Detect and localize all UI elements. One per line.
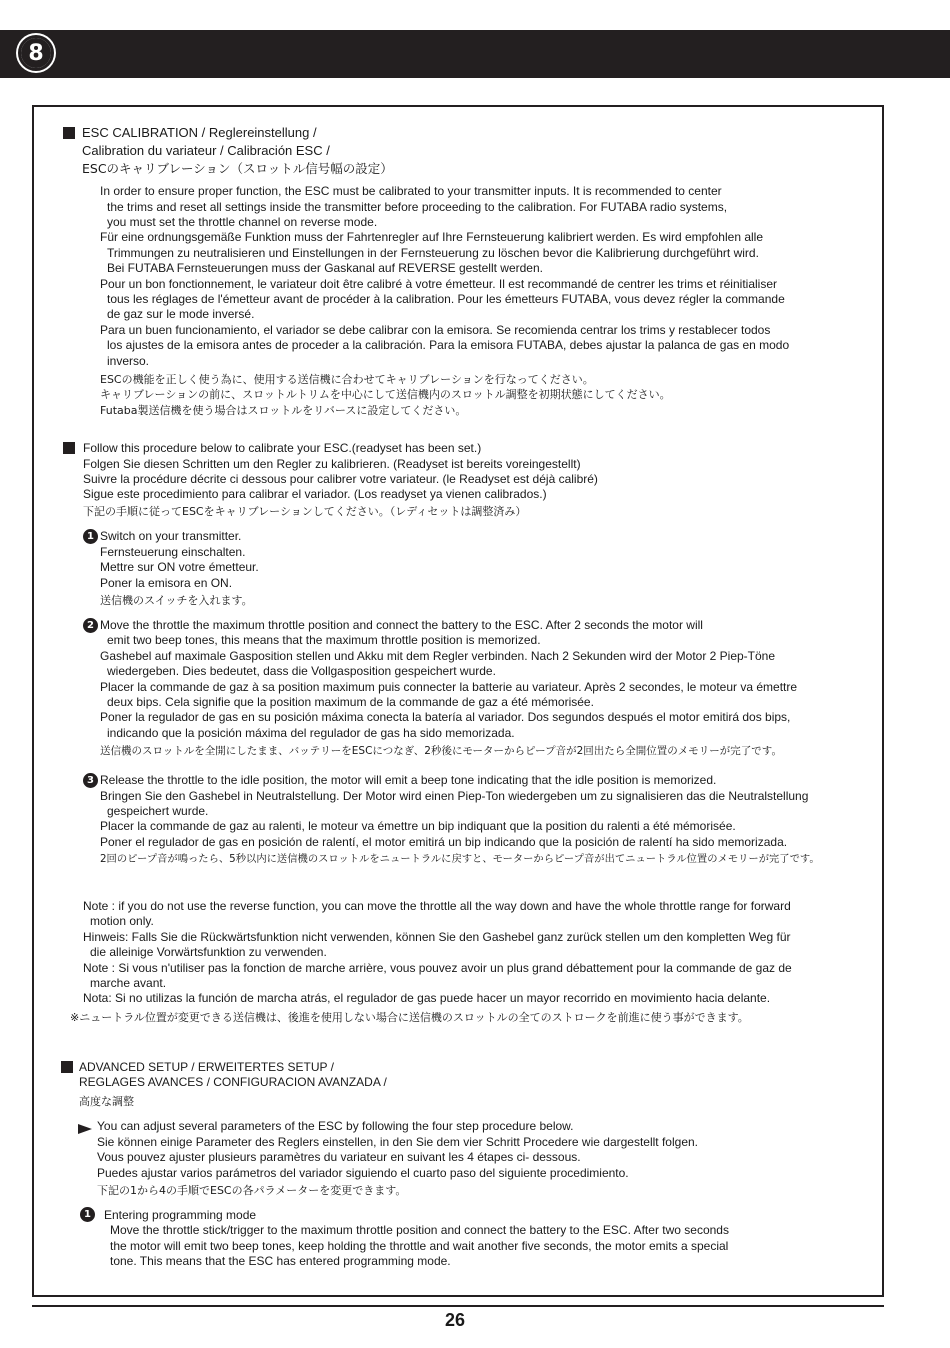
- intro-en-line-3: you must set the throttle channel on reverse mode.: [107, 215, 378, 229]
- advanced-intro-en: You can adjust several parameters of the ESC by following the four step procedure below.: [97, 1119, 574, 1133]
- step2-jp: 送信機のスロットルを全開にしたまま、バッテリーをESCにつなぎ、2秒後にモーターからピープ音が2回出たら全開位置のメモリーが完了です。: [100, 745, 782, 757]
- step1-de: Fernsteuerung einschalten.: [100, 545, 246, 559]
- step-number-icon: 1: [83, 529, 98, 544]
- step-number-icon: 1: [80, 1207, 95, 1222]
- intro-jp-line-2: キャリブレーションの前に、スロットルトリムを中心にして送信機内のスロットル調整を初期状態にしてください。: [100, 388, 671, 401]
- section-title-line-1: ESC CALIBRATION / Reglereinstellung /: [82, 125, 317, 140]
- step2-en-line-1: Move the throttle the maximum throttle position and connect the battery to the ESC. After 2 seconds the motor will: [100, 618, 703, 632]
- intro-en-line-2: the trims and reset all settings inside the transmitter before proceeding to the calibration. For FUTABA radio systems,: [107, 200, 728, 214]
- intro-es-line-1: Para un buen funcionamiento, el variador se debe calibrar con la emisora. Se recomienda centrar los trims y restablecer todos: [100, 323, 771, 337]
- programming-step-line-2: the motor will emit two beep tones, keep holding the throttle and wait another five seconds, the motor emits a special: [110, 1239, 729, 1253]
- advanced-title-line-2: REGLAGES AVANCES / CONFIGURACION AVANZADA /: [79, 1075, 387, 1089]
- note-fr-line-2: marche avant.: [90, 976, 167, 990]
- advanced-intro-es: Puedes ajustar varios parámetros del variador siguiendo el cuarto paso del siguiente procedimiento.: [97, 1166, 629, 1180]
- programming-step-line-3: tone. This means that the ESC has entered programming mode.: [110, 1254, 451, 1268]
- note-de-line-2: die alleinige Vorwärtsfunktion zu verwenden.: [90, 945, 327, 959]
- intro-en-line-1: In order to ensure proper function, the ESC must be calibrated to your transmitter inputs. It is recommended to center: [100, 184, 722, 198]
- intro-de-line-3: Bei FUTABA Fernsteuerungen muss der Gaskanal auf REVERSE gestellt werden.: [107, 261, 543, 275]
- step1-es: Poner la emisora en ON.: [100, 576, 233, 590]
- step3-es: Poner el regulador de gas en posición de ralentí, el motor emitirá un bip indicando que la posición de ralentí ha sido memorizada.: [100, 835, 788, 849]
- step1-fr: Mettre sur ON votre émetteur.: [100, 560, 259, 574]
- step2-en-line-2: emit two beep tones, this means that the maximum throttle position is memorized.: [107, 633, 541, 647]
- procedure-intro-jp: 下記の手順に従ってESCをキャリブレーションしてください。（レディセットは調整済み）: [83, 505, 527, 518]
- section-title-jp: ESCのキャリブレーション（スロットル信号幅の設定）: [82, 161, 393, 176]
- step2-fr-line-2: deux bips. Cela signifie que la position maximum de la commande de gaz a été mémorisée.: [107, 695, 594, 709]
- footer-rule: [32, 1305, 884, 1307]
- arrow-right-icon: [78, 1124, 92, 1134]
- advanced-title-jp: 高度な調整: [79, 1095, 134, 1108]
- intro-fr-line-1: Pour un bon fonctionnement, le variateur doit être calibré à votre émetteur. Il est recommandé de centrer les trims et réinitialiser: [100, 277, 777, 291]
- advanced-intro-de: Sie können einige Parameter des Reglers einstellen, in den Sie dem vier Schritt Procedere wie dargestellt folgen.: [97, 1135, 698, 1149]
- step1-jp: 送信機のスイッチを入れます。: [100, 594, 253, 607]
- step2-de-line-2: wiedergeben. Dies bedeutet, dass die Vollgasposition gespeichert wurde.: [107, 664, 496, 678]
- step3-de-line-1: Bringen Sie den Gashebel in Neutralstellung. Der Motor wird einen Piep-Ton wiedergeben um zu signalisieren das die Neutralstellung: [100, 789, 809, 803]
- note-en-line-1: Note : if you do not use the reverse function, you can move the throttle all the way down and have the whole throttle range for forward: [83, 899, 791, 913]
- note-fr-line-1: Note : Si vous n'utiliser pas la fonction de marche arrière, vous pouvez avoir un plus grand débattement pour la commande de gaz de: [83, 961, 792, 975]
- programming-step-title: Entering programming mode: [104, 1208, 257, 1222]
- advanced-intro-jp: 下記の1から4の手順でESCの各パラメーターを変更できます。: [97, 1184, 407, 1197]
- intro-jp-line-3: Futaba製送信機を使う場合はスロットルをリバースに設定してください。: [100, 404, 467, 417]
- step2-es-line-1: Poner la regulador de gas en su posición máxima conecta la batería al variador. Dos segundos después el motor emitirá dos bips,: [100, 710, 791, 724]
- note-es: Nota: Si no utilizas la función de marcha atrás, el regulador de gas puede hacer un mayor recorrido en movimiento hacia delante.: [83, 991, 771, 1005]
- step3-en: Release the throttle to the idle position, the motor will emit a beep tone indicating that the idle position is memorized.: [100, 773, 717, 787]
- step2-fr-line-1: Placer la commande de gaz à sa position maximum puis connecter la batterie au variateur. Après 2 secondes, le moteur va émettre: [100, 680, 798, 694]
- step-number-icon: 2: [83, 618, 98, 633]
- procedure-intro-fr: Suivre la procédure décrite ci dessous pour calibrer votre variateur. (le Readyset est déjà calibré): [83, 472, 598, 486]
- intro-jp-line-1: ESCの機能を正しく使う為に、使用する送信機に合わせてキャリブレーションを行なってください。: [100, 373, 594, 386]
- note-jp: ※ニュートラル位置が変更できる送信機は、後進を使用しない場合に送信機のスロットルの全てのストロークを前進に使う事ができます。: [70, 1011, 749, 1024]
- step2-es-line-2: indicando que la posición máxima del regulador de gas ha sido memorizada.: [107, 726, 515, 740]
- intro-de-line-1: Für eine ordnungsgemäße Funktion muss der Fahrtenregler auf Ihre Fernsteuerung kalibriert werden. Es wird empfohlen alle: [100, 230, 763, 244]
- section-bullet-square: [63, 127, 75, 139]
- intro-es-line-3: inverso.: [107, 354, 150, 368]
- intro-de-line-2: Trimmungen zu neutralisieren und Einstellungen in der Fernsteuerung zu löschen bevor die Kalibrierung durchgeführt wird.: [107, 246, 759, 260]
- step3-jp: 2回のピープ音が鳴ったら、5秒以内に送信機のスロットルをニュートラルに戻すと、モーターからピープ音が出てニュートラル位置のメモリーが完了です。: [100, 853, 820, 865]
- intro-fr-line-2: tous les réglages de l'émetteur avant de procéder à la calibration. Pour les émetteurs FUTABA, vous devez régler la commande: [107, 292, 785, 306]
- procedure-intro-en: Follow this procedure below to calibrate your ESC.(readyset has been set.): [83, 441, 482, 455]
- intro-es-line-2: los ajustes de la emisora antes de proceder a la calibración. Para la emisora FUTABA, debes ajustar la palanca de gas en modo: [107, 338, 790, 352]
- programming-step-line-1: Move the throttle stick/trigger to the maximum throttle position and connect the battery to the ESC. After two seconds: [110, 1223, 729, 1237]
- note-de-line-1: Hinweis: Falls Sie die Rückwärtsfunktion nicht verwenden, können Sie den Gashebel ganz zurück stellen um den kompletten Weg für: [83, 930, 791, 944]
- chapter-number-badge: [18, 35, 54, 71]
- step1-en: Switch on your transmitter.: [100, 529, 242, 543]
- step3-de-line-2: gespeichert wurde.: [107, 804, 209, 818]
- chapter-header-bar: [0, 30, 950, 78]
- chapter-number: 8: [21, 38, 51, 68]
- step-number-icon: 3: [83, 773, 98, 788]
- step2-de-line-1: Gashebel auf maximale Gasposition stellen und Akku mit dem Regler verbinden. Nach 2 Sekunden wird der Motor 2 Piep-Töne: [100, 649, 776, 663]
- advanced-title-line-1: ADVANCED SETUP / ERWEITERTES SETUP /: [79, 1060, 334, 1074]
- advanced-intro-fr: Vous pouvez ajuster plusieurs paramètres du variateur en suivant les 4 étapes ci- dessous.: [97, 1150, 581, 1164]
- procedure-intro-es: Sigue este procedimiento para calibrar el variador. (Los readyset ya vienen calibrados.): [83, 487, 547, 501]
- section-bullet-square: [63, 442, 75, 454]
- step3-fr: Placer la commande de gaz au ralenti, le moteur va émettre un bip indiquant que la position du ralenti a été mémorisée.: [100, 819, 736, 833]
- note-en-line-2: motion only.: [90, 914, 154, 928]
- section-title-line-2: Calibration du variateur / Calibración ESC /: [82, 143, 330, 158]
- intro-fr-line-3: de gaz sur le mode inversé.: [107, 307, 255, 321]
- procedure-intro-de: Folgen Sie diesen Schritten um den Regler zu kalibrieren. (Readyset ist bereits voreingestellt): [83, 457, 581, 471]
- section-bullet-square: [61, 1061, 73, 1073]
- page-number: 26: [444, 1310, 466, 1330]
